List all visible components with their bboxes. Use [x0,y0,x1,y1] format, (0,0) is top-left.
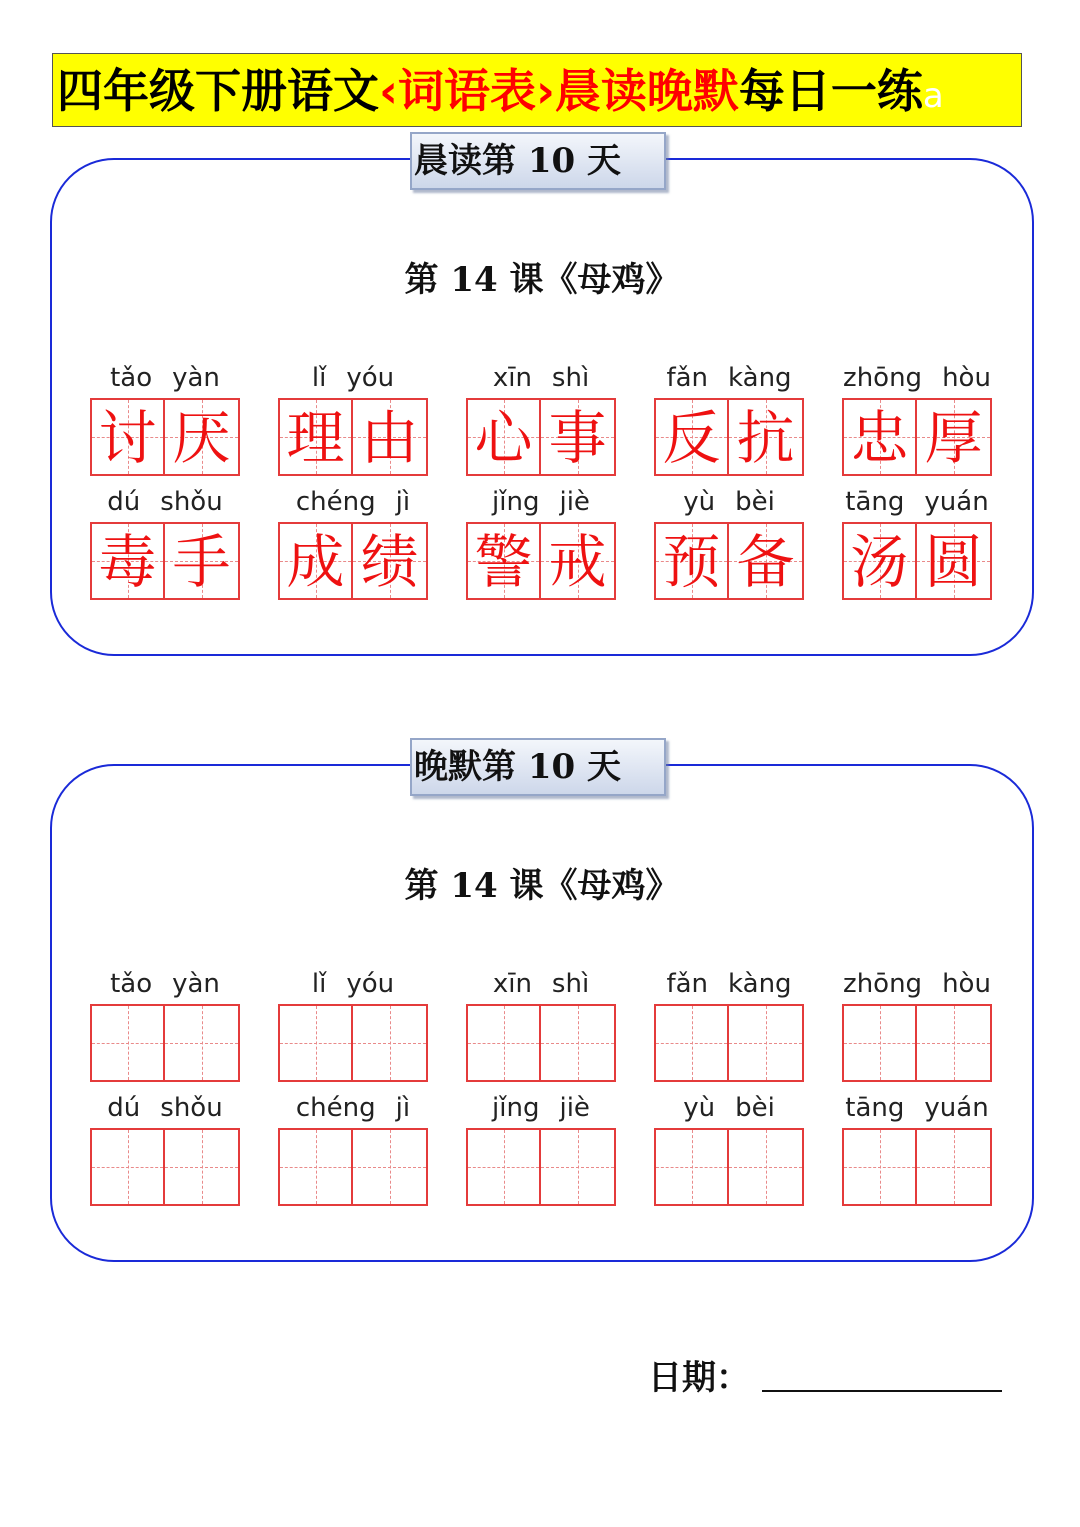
date-blank-line[interactable] [762,1390,1002,1392]
pinyin-syllable: yàn [172,363,220,393]
tianzige-cell[interactable] [917,1004,992,1082]
tianzige-grid [278,398,428,476]
tianzige-cell[interactable] [165,1128,240,1206]
pinyin-syllable: zhōng [843,969,923,999]
pinyin-syllable: xīn [492,969,532,999]
tianzige-cell [917,522,992,600]
tianzige-cell [278,522,353,600]
tianzige-grid [842,1128,992,1206]
tianzige-grid [842,1004,992,1082]
pinyin-syllable: yàn [172,969,220,999]
tianzige-grid [466,1004,616,1082]
tianzige-cell [654,522,729,600]
word-pair [90,1090,240,1212]
tianzige-grid [842,522,992,600]
tianzige-grid [654,1128,804,1206]
pinyin-syllable: yù [683,487,716,517]
word-pair [466,360,616,482]
pinyin-label [640,484,818,520]
pinyin-syllable: shì [551,363,590,393]
pinyin-syllable: chéng [295,487,376,517]
title-tail: a [922,76,944,116]
hanzi-character: 讨 [98,404,157,472]
tianzige-cell [353,398,428,476]
word-pair [90,484,240,606]
tianzige-grid [466,398,616,476]
pinyin-label [640,360,818,396]
date-label: 日期： [648,1358,750,1398]
tianzige-grid [278,522,428,600]
hanzi-character: 绩 [360,528,419,596]
word-pair [278,966,428,1088]
hanzi-character: 抗 [736,404,795,472]
evening-lesson-title: 第 14 课《母鸡》 [404,866,680,906]
tianzige-grid [90,1004,240,1082]
word-pair [842,360,992,482]
tianzige-cell[interactable] [278,1128,353,1206]
pinyin-syllable: shǒu [160,487,223,517]
word-pair [466,966,616,1088]
hanzi-character: 厌 [172,404,231,472]
tianzige-grid [90,398,240,476]
tianzige-grid [466,1128,616,1206]
pinyin-label [828,966,1006,1002]
tianzige-cell[interactable] [278,1004,353,1082]
word-pair [654,484,804,606]
morning-day-tag: 晨读第 10 天 [410,132,666,190]
pinyin-label [452,966,630,1002]
tianzige-cell[interactable] [842,1004,917,1082]
pinyin-syllable: xīn [492,363,532,393]
tianzige-cell[interactable] [654,1004,729,1082]
word-pair [654,966,804,1088]
pinyin-syllable: jiè [559,487,590,517]
tianzige-cell[interactable] [842,1128,917,1206]
word-pair [842,1090,992,1212]
evening-day-tag: 晚默第 10 天 [410,738,666,796]
tianzige-cell[interactable] [466,1004,541,1082]
pinyin-syllable: yù [683,1093,716,1123]
pinyin-label [264,1090,442,1126]
pinyin-label [452,484,630,520]
tianzige-cell [90,398,165,476]
tianzige-cell [165,398,240,476]
tianzige-cell [353,522,428,600]
tianzige-cell [466,398,541,476]
pinyin-label [264,484,442,520]
pinyin-syllable: dú [107,487,141,517]
tianzige-cell[interactable] [917,1128,992,1206]
pinyin-syllable: kàng [728,969,792,999]
pinyin-label [76,484,254,520]
hanzi-character: 圆 [924,528,983,596]
tianzige-cell [165,522,240,600]
pinyin-syllable: fǎn [666,969,709,999]
pinyin-syllable: yóu [346,363,395,393]
pinyin-syllable: yóu [346,969,395,999]
word-pair [842,484,992,606]
hanzi-character: 备 [736,528,795,596]
hanzi-character: 忠 [850,404,909,472]
word-pair [466,484,616,606]
hanzi-character: 厚 [924,404,983,472]
tianzige-cell [654,398,729,476]
pinyin-label [640,966,818,1002]
tianzige-cell[interactable] [165,1004,240,1082]
worksheet-title [52,53,1022,127]
word-pair [654,360,804,482]
pinyin-syllable: jǐng [492,1093,540,1123]
hanzi-character: 成 [286,528,345,596]
hanzi-character: 警 [474,528,533,596]
title-part-wordlist: ‹词语表›晨读晚默 [379,64,739,118]
pinyin-label [264,966,442,1002]
pinyin-syllable: jì [395,487,411,517]
tianzige-cell [729,522,804,600]
hanzi-character: 汤 [850,528,909,596]
pinyin-syllable: jǐng [492,487,540,517]
tianzige-grid [654,522,804,600]
pinyin-label [264,360,442,396]
pinyin-syllable: tǎo [110,969,153,999]
tianzige-grid [90,522,240,600]
word-pair [90,360,240,482]
morning-lesson-title: 第 14 课《母鸡》 [404,260,680,300]
pinyin-label [76,360,254,396]
pinyin-syllable: yuán [924,487,989,517]
tianzige-cell[interactable] [541,1128,616,1206]
pinyin-label [76,1090,254,1126]
word-pair [278,484,428,606]
hanzi-character: 由 [360,404,419,472]
pinyin-syllable: lǐ [311,969,327,999]
hanzi-character: 毒 [98,528,157,596]
pinyin-syllable: hòu [942,363,991,393]
pinyin-label [828,360,1006,396]
word-pair [842,966,992,1088]
title-part-daily: 每日一练 [738,64,923,118]
pinyin-label [828,484,1006,520]
tianzige-grid [278,1128,428,1206]
word-pair [654,1090,804,1212]
tianzige-grid [654,398,804,476]
tianzige-cell[interactable] [353,1004,428,1082]
tianzige-cell [842,522,917,600]
tianzige-cell[interactable] [729,1004,804,1082]
pinyin-label [452,360,630,396]
pinyin-syllable: bèi [735,487,775,517]
evening-dictation-panel [50,747,1034,1262]
morning-reading-panel [50,141,1034,656]
tianzige-grid [278,1004,428,1082]
pinyin-syllable: bèi [735,1093,775,1123]
tianzige-cell [842,398,917,476]
tianzige-cell[interactable] [466,1128,541,1206]
pinyin-syllable: yuán [924,1093,989,1123]
pinyin-label [452,1090,630,1126]
hanzi-character: 事 [548,404,607,472]
tianzige-cell [729,398,804,476]
pinyin-syllable: hòu [942,969,991,999]
tianzige-cell [541,522,616,600]
pinyin-syllable: jiè [559,1093,590,1123]
tianzige-cell [278,398,353,476]
hanzi-character: 理 [286,404,345,472]
pinyin-syllable: fǎn [666,363,709,393]
hanzi-character: 预 [662,528,721,596]
tianzige-cell[interactable] [729,1128,804,1206]
pinyin-syllable: zhōng [843,363,923,393]
title-part-grade: 四年级下册语文 [57,64,379,118]
tianzige-cell [541,398,616,476]
hanzi-character: 手 [172,528,231,596]
pinyin-syllable: dú [107,1093,141,1123]
word-pair [278,1090,428,1212]
word-pair [90,966,240,1088]
word-pair [466,1090,616,1212]
word-pair [278,360,428,482]
pinyin-syllable: tāng [845,487,905,517]
pinyin-syllable: shǒu [160,1093,223,1123]
pinyin-label [828,1090,1006,1126]
pinyin-syllable: shì [551,969,590,999]
tianzige-grid [842,398,992,476]
pinyin-syllable: lǐ [311,363,327,393]
tianzige-cell[interactable] [90,1004,165,1082]
tianzige-cell[interactable] [654,1128,729,1206]
hanzi-character: 心 [474,404,533,472]
pinyin-syllable: tǎo [110,363,153,393]
tianzige-cell[interactable] [353,1128,428,1206]
hanzi-character: 反 [662,404,721,472]
tianzige-cell[interactable] [90,1128,165,1206]
pinyin-syllable: chéng [295,1093,376,1123]
pinyin-label [76,966,254,1002]
tianzige-cell[interactable] [541,1004,616,1082]
tianzige-grid [466,522,616,600]
tianzige-cell [90,522,165,600]
pinyin-label [640,1090,818,1126]
pinyin-syllable: kàng [728,363,792,393]
hanzi-character: 戒 [548,528,607,596]
pinyin-syllable: tāng [845,1093,905,1123]
tianzige-grid [90,1128,240,1206]
tianzige-cell [466,522,541,600]
tianzige-cell [917,398,992,476]
tianzige-grid [654,1004,804,1082]
pinyin-syllable: jì [395,1093,411,1123]
